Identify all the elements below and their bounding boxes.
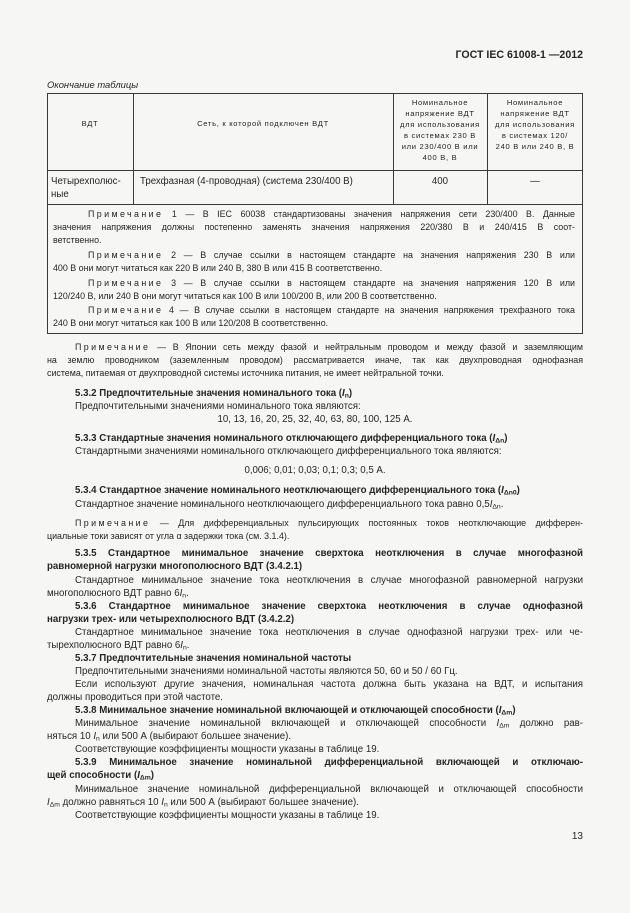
symbol-subscript: n [344,392,349,400]
cell-voltage-120-240: — [530,176,540,187]
table-note-1-line: ветственно. [53,235,102,245]
cell-voltage-230-400: 400 [431,176,449,187]
table-note-2-line: 400 В они могут читаться как 220 В или 240 В, 380 В или 415 В соответственно. [53,263,383,273]
section-5-3-4-note-line: циальные токи зависят от угла α задержки тока (см. 3.1.4). [47,531,290,541]
body-text-end: должно рав- [509,718,583,729]
body-text-end: . [500,499,504,510]
body-text: Минимальное значение номинальной включающей и отключающей способности [75,718,497,729]
section-5-3-3-values: 0,006; 0,01; 0,03; 0,1; 0,3; 0,5 А. [244,465,386,476]
section-5-3-7-body: Предпочтительными значениями номинальной частоты являются 50, 60 и 50 / 60 Гц. [75,666,458,677]
section-5-3-5-heading-line: равномерной нагрузки многополюсного ВДТ (3.4.2.1) [47,561,303,572]
section-5-3-2-body: Предпочтительными значениями номинального тока являются: [75,401,361,412]
japan-note-first-line [75,341,583,354]
symbol-base: I [180,640,183,651]
note-label: Примечание [88,209,164,219]
section-5-3-9-body-line [47,796,583,809]
symbol-subscript: n [182,592,187,600]
column-header-network [133,118,393,129]
section-5-3-2-values: 10, 13, 16, 20, 25, 32, 40, 63, 80, 100, 125 А. [217,414,413,425]
standard-designation: ГОСТ IEC 61008-1 —2012 [455,49,583,61]
symbol-subscript: n [163,801,168,809]
section-5-3-9-heading: 5.3.9 Минимальное значение номинальной дифференциальной включающей и отключаю- [75,757,583,768]
column-header-line: напряжение ВДТ [500,109,570,118]
heading-text-end: ) [512,705,516,716]
section-5-3-4-body [75,498,583,511]
body-text: Стандартное значение номинального неотключающего дифференциального тока равно 0,5 [75,499,490,510]
symbol-subscript: Δm [49,801,60,809]
symbol-base: I [93,731,97,742]
column-header-voltage-230-400 [393,97,487,163]
note-text: 4 — В случае ссылки в настоящем стандарте на значения напряжения трехфазного тока [169,305,575,315]
heading-text: 5.3.3 Стандартные значения номинального отключающего дифференциального тока ( [75,433,493,444]
section-5-3-2-heading [75,387,583,400]
symbol-subscript: n [96,735,100,743]
column-header-line: 240 В или 240 В, В [495,142,575,151]
symbol-base: I [137,770,140,781]
section-5-3-9-heading-line [47,769,583,782]
column-header-line: Номинальное [506,98,564,107]
column-header-rcd [47,118,133,129]
symbol-subscript: Δn [495,437,505,445]
column-header-line: или 230/400 В или [401,142,479,151]
section-5-3-6-body-line [47,639,583,652]
symbol-subscript: Δn [492,503,501,511]
table-note-2-first-line [88,249,575,262]
symbol-base: I [161,797,164,808]
heading-text: 5.3.2 Предпочтительные значения номинального тока ( [75,388,343,399]
japan-note-line: на землю проводником (заземленным проводом) рассматривается иначе, так как двухпроводная однофазная [47,355,583,365]
section-5-3-3-heading [75,432,583,445]
column-header-line: 400 В, В [422,153,458,162]
note-text: — В Японии сеть между фазой и нейтральным проводом и между фазой и заземляющим [157,342,583,352]
symbol-subscript: Δn0 [503,489,517,497]
body-text: многополюсного ВДТ равно 6 [47,588,180,599]
section-5-3-9-body: Соответствующие коэффициенты мощности указаны в таблице 19. [75,810,380,821]
heading-text: щей способности ( [47,770,138,781]
section-5-3-7-heading: 5.3.7 Предпочтительные значения номинальной частоты [75,653,352,664]
symbol-subscript: Δm [139,774,151,782]
body-text-end: . [186,640,190,651]
symbol-base: I [492,433,496,444]
symbol-base: I [489,499,493,510]
section-5-3-3-body: Стандартными значениями номинального отключающего дифференциального тока являются: [75,446,502,457]
note-text: 2 — В случае ссылки в настоящем стандарте на значения напряжения 230 В или [171,250,575,260]
symbol-subscript: Δm [499,722,510,730]
section-5-3-8-heading [75,704,583,717]
header-row-divider [47,170,583,171]
section-5-3-8-body [75,717,583,730]
column-header-line: для использования [400,120,480,129]
note-label: Примечание [75,518,151,528]
note-label: Примечание [88,250,164,260]
body-text: няться 10 [47,731,94,742]
note-text: — Для дифференциальных пульсирующих постоянных токов неотключающие дифферен- [159,518,583,528]
body-text-end: . [186,588,189,599]
heading-text-end: ) [348,388,353,399]
section-5-3-6-heading: 5.3.6 Стандартное минимальное значение сверхтока неотключения в случае однофазной [75,601,583,612]
symbol-subscript: n [183,644,187,652]
column-header-line: в системах 230 В [404,131,476,140]
column-header-line: Сеть, к которой подключен ВДТ [197,119,329,128]
section-5-3-6-heading-line: нагрузки трех- или четырехполюсного ВДТ (3.4.2.2) [47,614,295,625]
section-5-3-5-body-line [47,587,583,600]
section-5-3-5-heading: 5.3.5 Стандартное минимальное значение сверхтока неотключения в случае многофазной [75,548,583,559]
section-5-3-4-note-first-line [75,517,583,530]
japan-note-line: система, питаемая от двухпроводной системы источника питания, не имеет нейтральной точки. [47,368,444,378]
symbol-base: I [498,705,502,716]
body-text: тырехполюсного ВДТ равно 6 [47,640,181,651]
section-5-3-8-body: Соответствующие коэффициенты мощности указаны в таблице 19. [75,744,380,755]
note-label: Примечание [88,278,164,288]
table-note-3-line: 120/240 В, или 240 В они могут читаться как 100 В или 100/200 В, или 200 В соответственно. [53,291,437,301]
body-text-end: или 500 А (выбирают большее значение). [99,731,292,742]
table-note-4-line: 240 В они могут читаться как 100 В или 120/208 В соответственно. [53,318,329,328]
note-text: 1 — В IEC 60038 стандартизованы значения напряжения сети 230/400 В. Данные [171,209,575,219]
column-header-voltage-120-240 [487,97,583,152]
symbol-base: I [342,388,345,399]
symbol-base: I [179,588,183,599]
symbol-subscript: Δm [501,709,513,717]
table-note-3-first-line [88,277,575,290]
cell-rcd-line: Четырехполюс- [51,176,121,187]
column-header-line: напряжение ВДТ [405,109,475,118]
section-5-3-9-body: Минимальное значение номинальной дифференциальной включающей и отключающей способности [75,784,583,795]
section-5-3-5-body: Стандартное минимальное значение тока неотключения в случае многофазной равномерной нагрузки [75,575,583,586]
table-note-1-first-line [88,208,575,221]
symbol-base: I [496,718,500,729]
heading-text: 5.3.8 Минимальное значение номинальной включающей и отключающей способности ( [75,705,499,716]
table-note-4-first-line [88,304,575,317]
page-number: 13 [571,831,583,842]
section-5-3-4-heading [75,484,583,497]
cell-network: Трехфазная (4-проводная) (система 230/400 В) [140,176,353,187]
cell-rcd-line: ные [51,189,69,200]
note-label: Примечание [75,342,151,352]
heading-text-end: ) [150,770,155,781]
body-text-end: или 500 А (выбирают большее значение). [167,797,359,808]
table-note-1-line: значения напряжения должны постепенно заменять значения напряжения 220/380 В и 240/415 В соот- [53,222,575,232]
note-label: Примечание [88,305,164,315]
note-text: 3 — В случае ссылки в настоящем стандарте на значения напряжения 120 В или [171,278,575,288]
section-5-3-7-body: Если используют другие значения, номинальная частота должна быть указана на ВДТ, и испытания [75,679,583,690]
section-5-3-7-body-line: должны проводиться при этой частоте. [47,692,224,703]
column-header-line: ВДТ [81,119,99,128]
column-divider [133,93,134,205]
body-text: должно равняться 10 [59,797,162,808]
heading-text-end: ) [504,433,508,444]
section-5-3-6-body: Стандартное минимальное значение тока неотключения в случае однофазной нагрузки трех- или че- [75,627,583,638]
data-row-divider [47,204,583,205]
table-caption: Окончание таблицы [47,79,139,90]
symbol-base: I [501,485,504,496]
symbol-base: I [47,797,50,808]
section-5-3-8-body-line [47,730,583,743]
heading-text-end: ) [516,485,520,496]
column-header-line: в системах 120/ [501,131,569,140]
heading-text: 5.3.4 Стандартное значение номинального неотключающего дифференциального тока ( [75,485,502,496]
column-header-line: для использования [495,120,575,129]
column-header-line: Номинальное [411,98,469,107]
